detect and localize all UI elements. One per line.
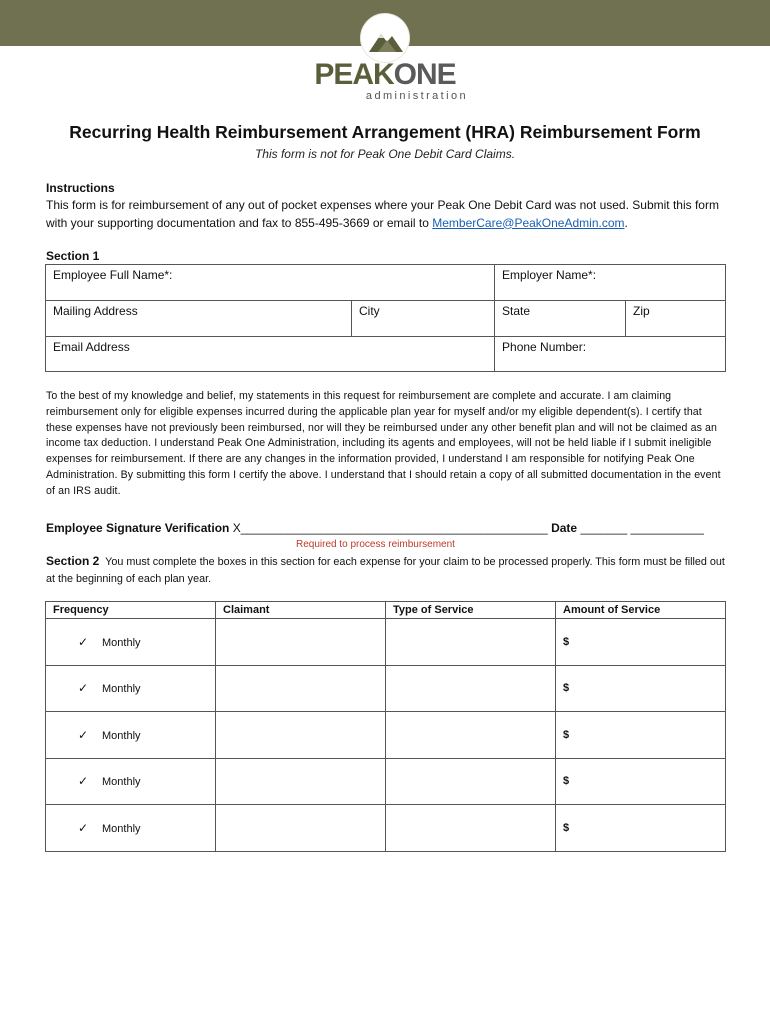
- frequency-cell[interactable]: ✓ Monthly: [46, 805, 216, 852]
- mountain-logo-icon: [361, 14, 409, 62]
- service-cell[interactable]: [386, 712, 556, 759]
- expense-row: [46, 665, 726, 712]
- section1-grid: [45, 264, 726, 372]
- amount-cell[interactable]: $: [556, 805, 726, 852]
- expense-row: [46, 758, 726, 805]
- service-cell[interactable]: [386, 619, 556, 666]
- checkmark-icon: ✓: [78, 681, 89, 696]
- checkmark-icon: ✓: [78, 820, 89, 835]
- service-cell[interactable]: [386, 805, 556, 852]
- service-cell[interactable]: [386, 758, 556, 805]
- claimant-cell[interactable]: [216, 758, 386, 805]
- signature-required-note: Required to process reimbursement: [296, 539, 455, 550]
- checkmark-icon: ✓: [78, 634, 89, 649]
- col-type-of-service: Type of Service: [386, 602, 556, 619]
- claimant-cell[interactable]: [216, 712, 386, 759]
- checkmark-icon: ✓: [78, 774, 89, 789]
- expense-row: [46, 805, 726, 852]
- zip-field[interactable]: Zip: [626, 301, 726, 337]
- mailing-address-field[interactable]: Mailing Address: [46, 301, 352, 337]
- col-claimant: Claimant: [216, 602, 386, 619]
- email-address-field[interactable]: Email Address: [46, 337, 495, 372]
- frequency-cell[interactable]: ✓ Monthly: [46, 712, 216, 759]
- section2-intro: Section 2 You must complete the boxes in this section for each expense for your claim to be processed properly. This form must be filled out at the beginning of each plan year.: [46, 554, 725, 585]
- expense-table: [45, 601, 726, 852]
- expense-row: [46, 619, 726, 666]
- claimant-cell[interactable]: [216, 665, 386, 712]
- claimant-cell[interactable]: [216, 619, 386, 666]
- frequency-cell[interactable]: ✓ Monthly: [46, 619, 216, 666]
- checkmark-icon: ✓: [78, 727, 89, 742]
- amount-cell[interactable]: $: [556, 712, 726, 759]
- section1-heading: Section 1: [46, 249, 100, 263]
- logo-wordmark: PEAKONE: [314, 58, 456, 91]
- employee-name-field[interactable]: Employee Full Name*:: [46, 265, 495, 301]
- certification-text: To the best of my knowledge and belief, my statements in this request for reimbursement are complete and accurate. I am claiming reimbursement only for eligible expenses incurred during the applicable plan year for myself and/or my eligible dependent(s). I certify that these expenses have not previously been reimbursed, nor will they be reimbursed under any other benefit plan and will not be claimed as an income tax deduction. I understand Peak One Administration, including its agents and employees, will not be held liable if I submit ineligible expenses for reimbursement. If there are any changes in the information provided, I understand I am responsible for notifying Peak One Administration. By submitting this form I certify the above. I understand that I should retain a copy of all submitted documentation in the event of an IRS audit.: [46, 390, 721, 497]
- col-frequency: Frequency: [46, 602, 216, 619]
- expense-table-header: [46, 602, 726, 619]
- amount-cell[interactable]: $: [556, 619, 726, 666]
- membercare-email-link[interactable]: MemberCare@PeakOneAdmin.com: [432, 215, 625, 230]
- amount-cell[interactable]: $: [556, 758, 726, 805]
- form-subtitle: This form is not for Peak One Debit Card Claims.: [254, 147, 516, 161]
- instructions-body: This form is for reimbursement of any out of pocket expenses where your Peak One Debit Card was not used. Submit this form with your supporting documentation and fax to 855-495-3669 or email to MemberCare@PeakOneAdmin.com.: [46, 198, 719, 230]
- employer-name-field[interactable]: Employer Name*:: [495, 265, 726, 301]
- phone-number-field[interactable]: Phone Number:: [495, 337, 726, 372]
- instructions-heading: Instructions: [46, 181, 115, 195]
- signature-line[interactable]: Employee Signature Verification X______________________________________________ Date _______ ___________: [46, 521, 704, 535]
- expense-row: [46, 712, 726, 759]
- service-cell[interactable]: [386, 665, 556, 712]
- state-field[interactable]: State: [495, 301, 626, 337]
- frequency-cell[interactable]: ✓ Monthly: [46, 665, 216, 712]
- form-title: Recurring Health Reimbursement Arrangement (HRA) Reimbursement Form: [69, 122, 701, 142]
- logo-subtitle: administration: [365, 90, 468, 102]
- col-amount-of-service: Amount of Service: [556, 602, 726, 619]
- claimant-cell[interactable]: [216, 805, 386, 852]
- city-field[interactable]: City: [352, 301, 495, 337]
- amount-cell[interactable]: $: [556, 665, 726, 712]
- frequency-cell[interactable]: ✓ Monthly: [46, 758, 216, 805]
